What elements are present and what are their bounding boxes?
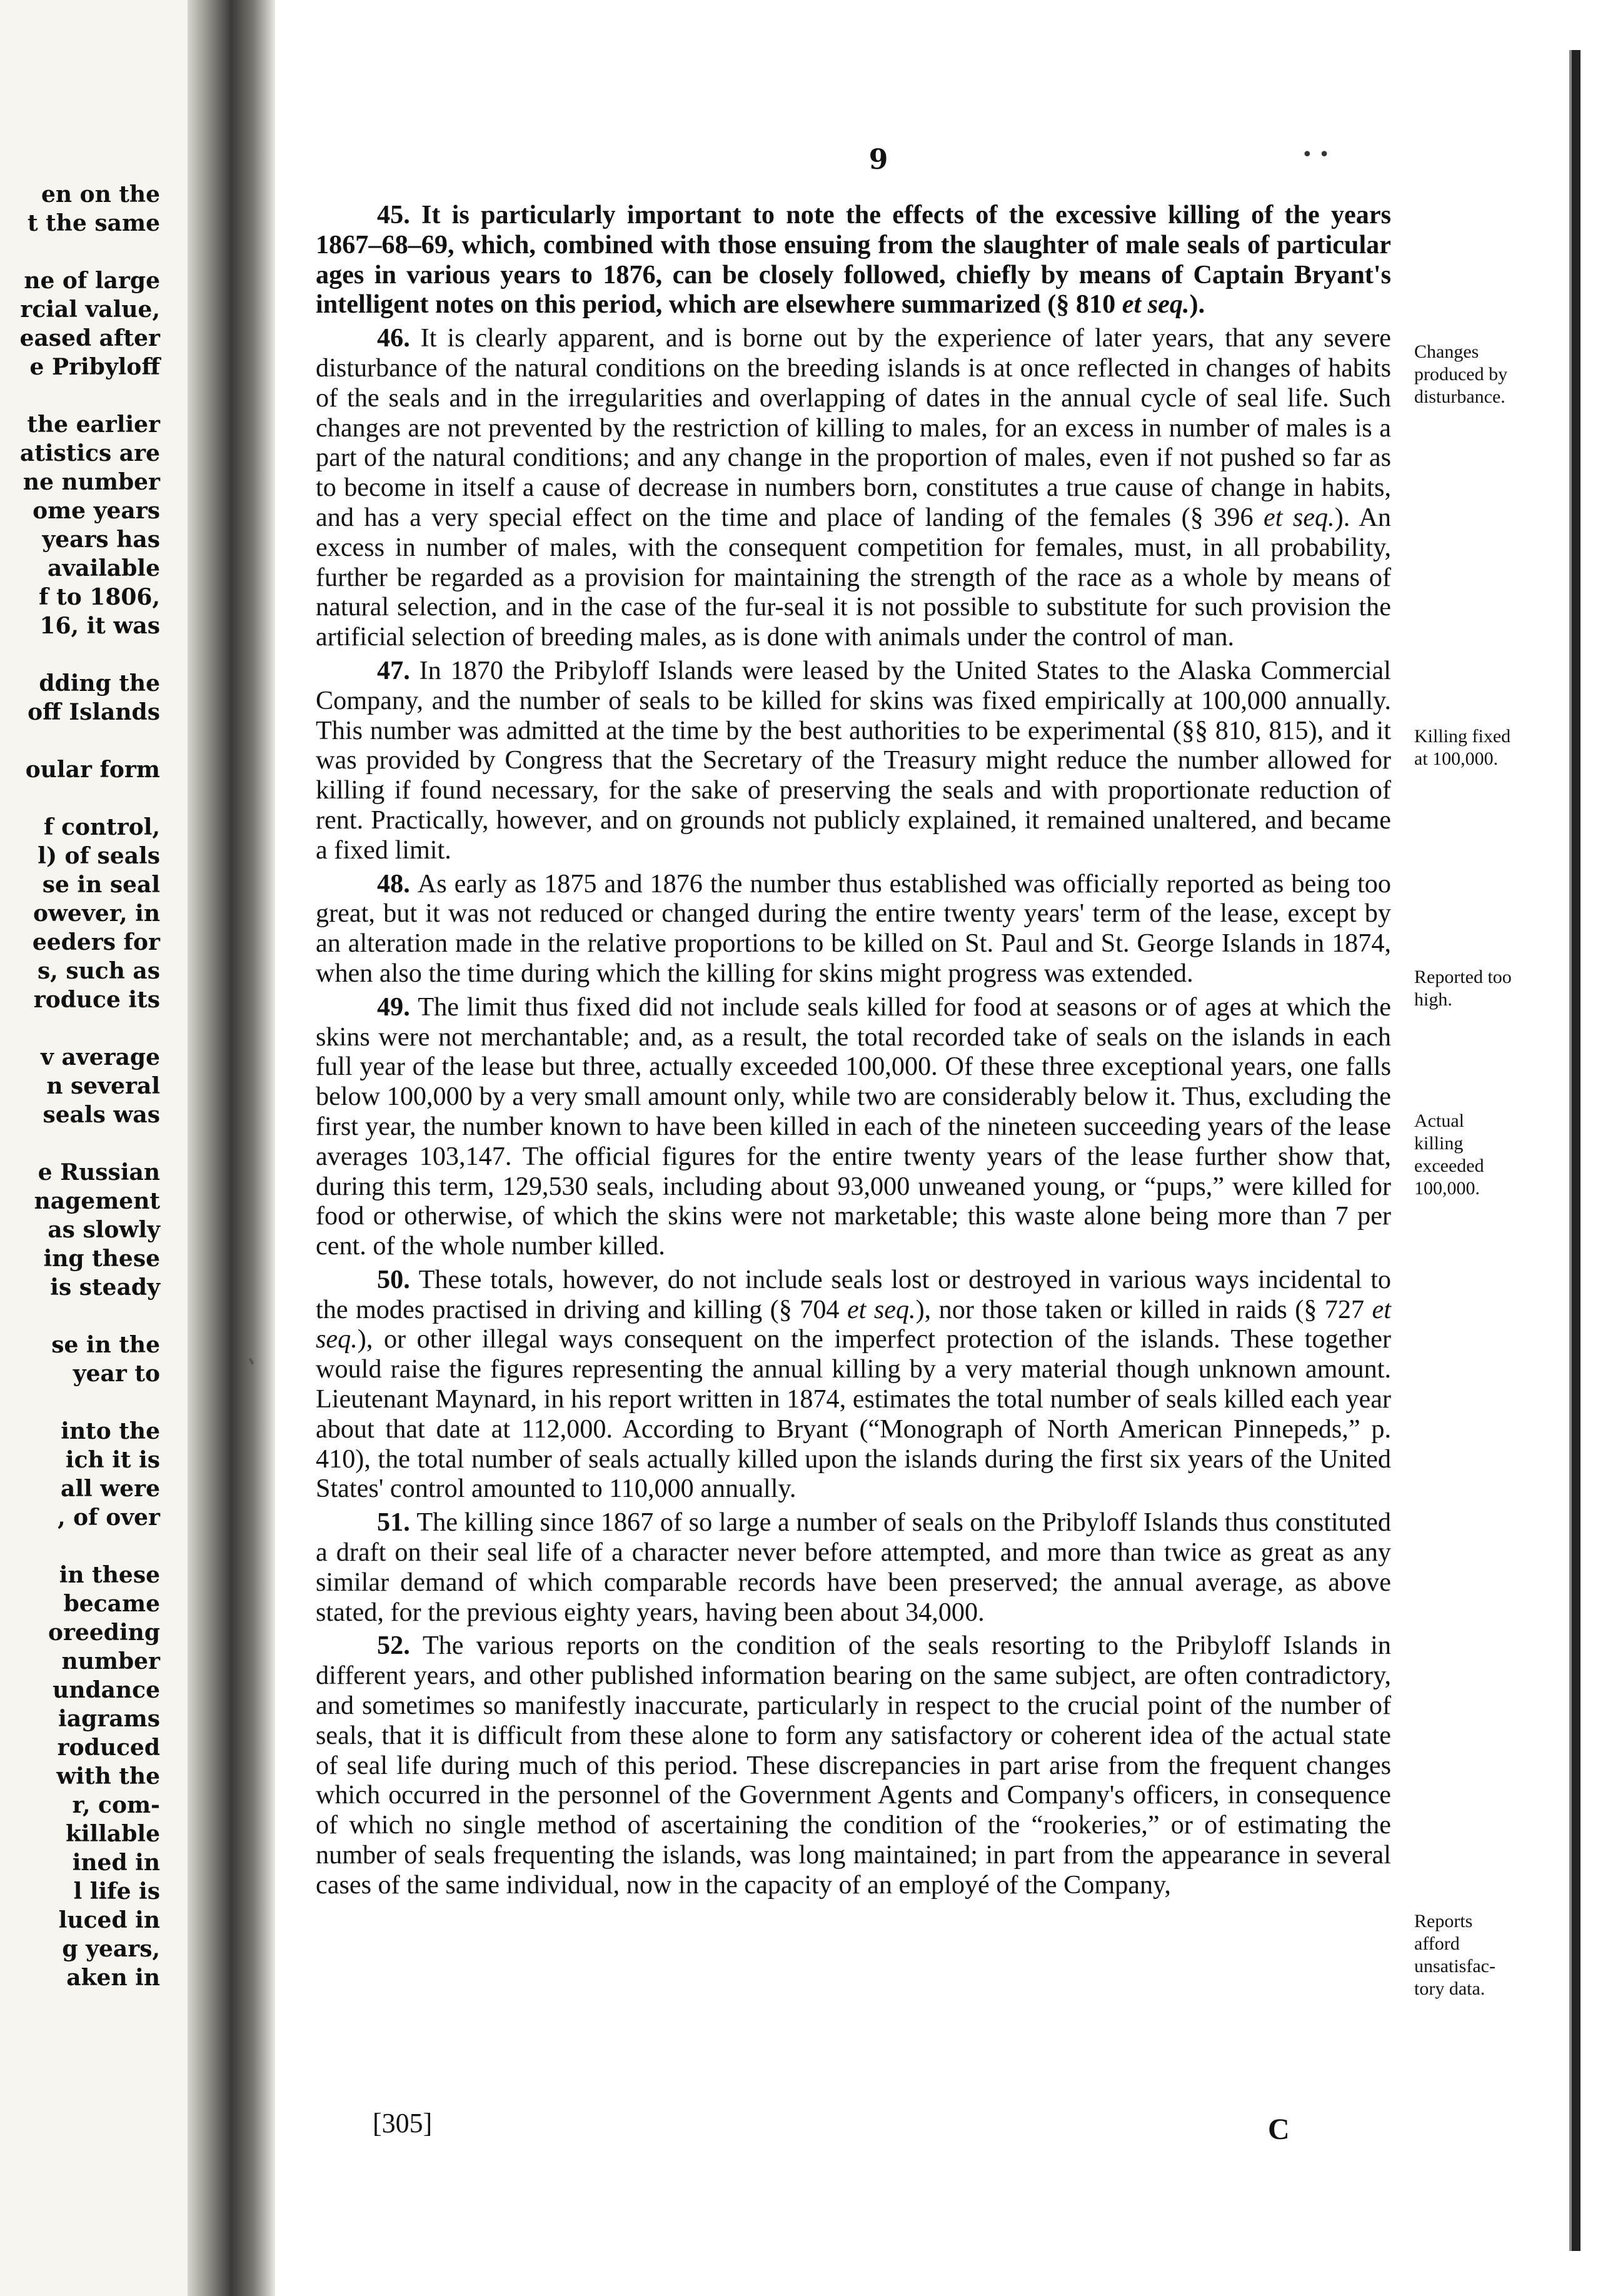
left-page-line: e Russian xyxy=(38,1159,160,1186)
left-facing-page xyxy=(0,0,213,2296)
left-page-line: dding the xyxy=(39,670,160,697)
paragraph-number: 47. xyxy=(377,655,420,685)
margin-note-line: 100,000. xyxy=(1414,1178,1480,1199)
left-page-line: atistics are xyxy=(19,440,160,466)
margin-note-line: Killing fixed xyxy=(1414,726,1511,747)
left-page-line: se in seal xyxy=(42,872,160,898)
signature-mark: [305] xyxy=(373,2108,433,2138)
left-page-line: r, com- xyxy=(72,1792,160,1818)
left-page-line: killable xyxy=(65,1821,160,1847)
paragraph-number: 46. xyxy=(377,323,421,353)
paragraph-text: The killing since 1867 of so large a number of seals on the Pribyloff Islands thus constituted a draft on their seal life of a character never before attempted, and more than twice as great as any similar demand of which comparable records have been preserved; the annual average, as above stated, for the previous eighty years, having been about 34,000. xyxy=(316,1508,1392,1627)
paragraph-number: 48. xyxy=(377,869,418,899)
page-number-mark: • • xyxy=(1302,144,1330,166)
paragraph-46 xyxy=(316,323,1391,652)
page-edge-shadow xyxy=(1569,50,1580,2251)
left-page-line: s, such as xyxy=(38,958,160,984)
left-page-line: l life is xyxy=(73,1878,160,1905)
paragraph-49 xyxy=(316,992,1391,1261)
paragraph-47 xyxy=(316,656,1391,865)
left-page-line: owever, in xyxy=(33,900,160,927)
paragraph-50 xyxy=(316,1265,1391,1504)
page-number: 9 xyxy=(868,144,888,176)
paragraph-number: 51. xyxy=(377,1508,417,1538)
paragraph-number: 49. xyxy=(377,992,418,1022)
left-page-gap xyxy=(0,640,160,669)
paragraph-text: The various reports on the condition of the seals resorting to the Pribyloff Islands in different years, and other published information bearing on the same subject, are often contradictory, and sometimes so manifestly inaccurate, particularly in respect to the crucial point of the number of seals, that it is difficult from these alone to form any satisfactory or coherent idea of the actual state of seal life during much of this period. These discrepancies in part arise from the frequent changes which occurred in the personnel of the Government Agents and Company's officers, in consequence of which no single method of ascertaining the condition of the “rookeries,” or of estimating the number of seals frequenting the islands, was long maintained; in part from the appearance in several cases of the same individual, now in the capacity of an employé of the Company, xyxy=(316,1631,1391,1900)
paragraph-number: 52. xyxy=(377,1631,423,1661)
margin-note xyxy=(1414,1110,1564,1200)
paragraph-48 xyxy=(316,869,1391,989)
left-page-line: with the xyxy=(56,1763,160,1790)
left-page-line: oreeding xyxy=(48,1619,160,1646)
left-page-line: l) of seals xyxy=(38,843,160,869)
left-page-line: g years, xyxy=(62,1936,160,1962)
paragraph-45 xyxy=(316,200,1391,320)
left-page-line: available xyxy=(48,555,160,582)
margin-note-line: produced by xyxy=(1414,364,1508,385)
left-page-line: into the xyxy=(61,1418,160,1444)
left-page-line: undance xyxy=(53,1677,160,1703)
left-page-line: roduced xyxy=(57,1735,160,1761)
margin-note-line: killing xyxy=(1414,1133,1464,1154)
left-page-line: f control, xyxy=(44,814,160,840)
margin-note xyxy=(1414,966,1564,1011)
left-page-line: off Islands xyxy=(28,699,160,725)
left-page-line: in these xyxy=(59,1562,160,1588)
paragraph-text: The limit thus fixed did not include seals killed for food at seasons or of ages at which the skins were not merchantable; and, as a result, the total recorded take of seals on the islands in each full year of the lease but three, actually exceeded 100,000. Of these three exceptional years, one falls below 100,000 by a very small amount only, while two are considerably below it. Thus, excluding the first year, the number known to have been killed in each of the nineteen succeeding years of the lease averages 103,147. The official figures for the entire twenty years of the lease further show that, during this term, 129,530 seals, including about 93,000 unweaned young, or “pups,” were killed for food or otherwise, of which the skins were not marketable; this waste alone being more than 7 per cent. of the whole number killed. xyxy=(316,992,1391,1261)
left-page-line: v average xyxy=(41,1044,160,1070)
left-page-line: e Pribyloff xyxy=(29,354,160,380)
book-binding-gutter xyxy=(188,0,275,2296)
paragraph-52 xyxy=(316,1631,1391,1900)
left-page-line: , of over xyxy=(58,1504,160,1531)
paragraph-51 xyxy=(316,1508,1391,1627)
left-page-gap xyxy=(0,784,160,813)
left-page-line: t the same xyxy=(28,210,160,236)
main-text-column xyxy=(316,200,1391,1900)
paragraph-number: 45. xyxy=(377,200,421,229)
margin-note-line: Reports xyxy=(1414,1911,1473,1931)
left-page-gap xyxy=(0,727,160,755)
left-page-line: oular form xyxy=(25,757,160,783)
left-page-line: year to xyxy=(73,1361,160,1387)
margin-note-line: disturbance. xyxy=(1414,386,1505,407)
left-page-gap xyxy=(0,381,160,410)
left-page-line: iagrams xyxy=(58,1706,160,1732)
margin-note-line: Reported too xyxy=(1414,967,1512,987)
paragraph-number: 50. xyxy=(377,1264,419,1294)
left-page-line: aken in xyxy=(66,1965,160,1991)
margin-note-line: unsatisfac- xyxy=(1414,1956,1495,1976)
left-page-line: seals was xyxy=(43,1102,160,1128)
margin-note-line: at 100,000. xyxy=(1414,748,1499,769)
left-page-line: ne number xyxy=(23,469,160,495)
margin-note-line: Changes xyxy=(1414,341,1479,362)
paragraph-text: These totals, however, do not include seals lost or destroyed in various ways incidental to the modes practised in driving and killing (§ 704 et seq.), nor those taken or killed in raids (§ 727 et seq.), or other illegal ways consequent on the imperfect protection of the islands. These together would raise the figures representing the annual killing by a very material though unknown amount. Lieutenant Maynard, in his report written in 1874, estimates the total number of seals killed each year about that date at 112,000. According to Bryant (“Monograph of North American Pinnepeds,” p. 410), the total number of seals actually killed upon the islands during the first six years of the United States' control amounted to 110,000 annually. xyxy=(316,1264,1392,1504)
left-page-line: ome years xyxy=(33,498,160,524)
left-page-line: ich it is xyxy=(65,1447,160,1473)
left-page-line: ne of large xyxy=(24,268,160,294)
left-page-line: eased after xyxy=(19,325,160,351)
left-page-line: years has xyxy=(42,526,160,553)
left-page-line: se in the xyxy=(51,1332,160,1358)
margin-note xyxy=(1414,1910,1564,2000)
margin-note-line: Actual xyxy=(1414,1110,1464,1131)
left-page-gap xyxy=(0,1388,160,1417)
margin-note-line: tory data. xyxy=(1414,1978,1485,1999)
left-page-line: f to 1806, xyxy=(39,584,160,610)
left-page-line: the earlier xyxy=(27,411,160,438)
left-page-line: luced in xyxy=(58,1907,160,1933)
left-page-line: eeders for xyxy=(32,929,160,955)
left-page-line: ined in xyxy=(72,1850,160,1876)
margin-note-line: afford xyxy=(1414,1933,1460,1954)
paragraph-text: In 1870 the Pribyloff Islands were leased by the United States to the Alaska Commercial Company, and the number of seals to be killed for skins was fixed empirically at 100,000 annually. This number was admitted at the time by the best authorities to be experimental (§§ 810, 815), and it was provided by Congress that the Secretary of the Treasury might reduce the number allowed for killing if found necessary, for the sake of preserving the seals and with proportionate reduction of rent. Practically, however, and on grounds not publicly explained, it remained unaltered, and became a fixed limit. xyxy=(316,655,1392,865)
paragraph-text: It is particularly important to note the effects of the excessive killing of the years 1867–68–69, which, combined with those ensuing from the slaughter of male seals of particular ages in various years to 1876, can be closely followed, chiefly by means of Captain Bryant's intelligent notes on this period, which are elsewhere summarized (§ 810 et seq.). xyxy=(316,200,1391,320)
margin-note-line: exceeded xyxy=(1414,1156,1484,1176)
left-page-line: is steady xyxy=(50,1274,160,1301)
left-page-gap xyxy=(0,1129,160,1158)
left-page-line: 16, it was xyxy=(39,613,160,639)
left-page-gap xyxy=(0,238,160,266)
left-page-line: all were xyxy=(61,1476,160,1502)
left-page-line: en on the xyxy=(41,181,160,208)
margin-note-line: high. xyxy=(1414,989,1452,1010)
left-page-line: roduce its xyxy=(33,987,160,1013)
left-page-gap xyxy=(0,1014,160,1043)
margin-note xyxy=(1414,341,1564,408)
left-page-line: ing these xyxy=(43,1246,160,1272)
left-page-text xyxy=(0,180,160,1992)
left-page-line: nagement xyxy=(34,1188,160,1214)
paragraph-text: It is clearly apparent, and is borne out by the experience of later years, that any severe disturbance of the natural conditions on the breeding islands is at once reflected in changes of habits of the seals and in the irregularities and overlapping of dates in the annual cycle of seal life. Such changes are not prevented by the restriction of killing to males, for an excess in number of males is a part of the natural conditions; and any change in the proportion of males, even if not pushed so far as to become in itself a cause of decrease in numbers born, constitutes a true cause of change in habits, and has a very special effect on the time and place of landing of the females (§ 396 et seq.). An excess in number of males, with the consequent competition for females, must, in all probability, further be regarded as a provision for maintaining the strength of the race as a whole by means of natural selection, and in the case of the fur-seal it is not possible to substitute for such provision the artificial selection of breeding males, as is done with animals under the control of man. xyxy=(316,323,1392,652)
paragraph-text: As early as 1875 and 1876 the number thus established was officially reported as being too great, but it was not reduced or changed during the entire twenty years' term of the lease, except by an alteration made in the relative proportions to be killed on St. Paul and St. George Islands in 1874, when also the time during which the killing for skins might progress was extended. xyxy=(316,869,1391,988)
left-page-line: rcial value, xyxy=(20,296,160,323)
signature-letter: C xyxy=(1268,2113,1290,2146)
left-page-gap xyxy=(0,1302,160,1331)
left-page-line: n several xyxy=(46,1073,160,1099)
left-page-gap xyxy=(0,1532,160,1561)
left-page-line: as slowly xyxy=(48,1217,160,1243)
left-page-line: number xyxy=(61,1648,160,1674)
margin-note xyxy=(1414,725,1564,770)
left-page-line: became xyxy=(63,1591,160,1617)
